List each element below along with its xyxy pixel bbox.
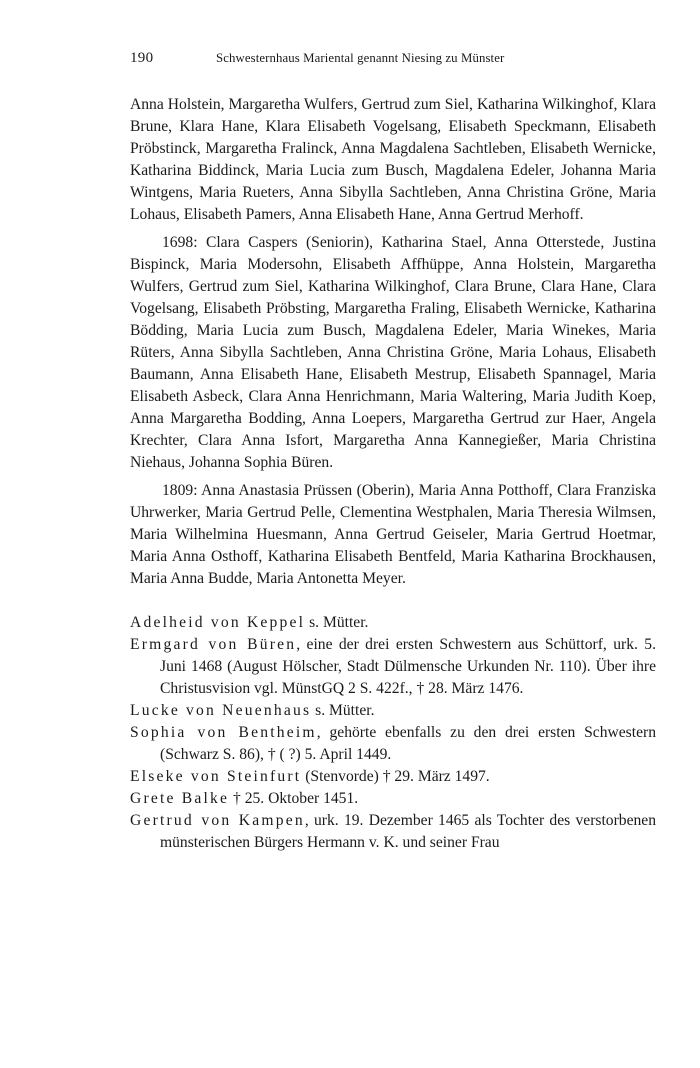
running-head: Schwesternhaus Mariental genannt Niesing zu Münster [216, 51, 505, 65]
entry-name: Sophia von Bentheim [130, 724, 317, 741]
entry-text: , urk. 19. Dezember 1465 als Tochter des verstorbenen münsterischen Bürgers Hermann v. K. und seiner Frau [160, 812, 657, 851]
paragraph-name-list: Anna Holstein, Margaretha Wulfers, Gertrud zum Siel, Katharina Wilkinghof, Klara Brune, Klara Hane, Klara Elisabeth Vogelsang, Elisabeth Speckmann, Elisabeth Pröbstinck, Margaretha Fralinck, Anna Magdalena Sachtleben, Elisabeth Wernicke, Katharina Biddinck, Maria Lucia zum Busch, Magdalena Edeler, Johanna Maria Wintgens, Maria Rueters, Anna Sibylla Sachtleben, Anna Christina Gröne, Maria Lohaus, Elisabeth Pamers, Anna Elisabeth Hane, Anna Gertrud Merhoff. [130, 96, 656, 223]
entry-name: Lucke von Neuenhaus [130, 702, 312, 719]
entry-gertrud [130, 810, 656, 854]
entry-text: , gehörte ebenfalls zu den drei ersten Schwestern (Schwarz S. 86), † ( ?) 5. April 1449. [160, 724, 656, 763]
entry-lucke [130, 700, 656, 722]
entry-sophia [130, 722, 656, 766]
entry-text: s. Mütter. [305, 614, 369, 631]
entry-text: (Stenvorde) † 29. März 1497. [301, 768, 490, 785]
entry-text: s. Mütter. [311, 702, 375, 719]
entry-text: † 25. Oktober 1451. [229, 790, 359, 807]
entry-text: , eine der drei ersten Schwestern aus Schüttorf, urk. 5. Juni 1468 (August Hölscher, Stadt Dülmensche Urkunden Nr. 110). Über ihre Christusvision vgl. MünstGQ 2 S. 422f., † 28. März 1476. [160, 636, 656, 697]
page-number: 190 [130, 50, 154, 66]
entry-adelheid [130, 612, 656, 634]
entry-ermgard [130, 634, 656, 700]
entry-name: Grete Balke [130, 790, 230, 807]
document-page [130, 50, 656, 854]
entry-name: Ermgard von Büren [130, 636, 297, 653]
paragraph-1809: 1809: Anna Anastasia Prüssen (Oberin), Maria Anna Potthoff, Clara Franziska Uhrwerker, Maria Gertrud Pelle, Clementina Westphalen, Maria Theresia Wilmsen, Maria Wilhelmina Huesmann, Anna Gertrud Geiseler, Maria Gertrud Hoetmar, Maria Anna Osthoff, Katharina Elisabeth Bentfeld, Maria Katharina Brockhausen, Maria Anna Budde, Maria Antonetta Meyer. [130, 482, 656, 587]
entry-name: Gertrud von Kampen [130, 812, 305, 829]
section-gap [130, 590, 656, 612]
paragraph-1698: 1698: Clara Caspers (Seniorin), Katharina Stael, Anna Otterstede, Justina Bispinck, Maria Modersohn, Elisabeth Affhüppe, Anna Holstein, Margaretha Wulfers, Gertrud zum Siel, Katharina Wilkinghof, Clara Brune, Clara Hane, Clara Vogelsang, Elisabeth Pröbsting, Margaretha Fraling, Elisabeth Wernicke, Katharina Bödding, Maria Lucia zum Busch, Magdalena Edeler, Maria Winekes, Maria Rüters, Anna Sibylla Sachtleben, Anna Christina Gröne, Maria Lohaus, Elisabeth Baumann, Anna Elisabeth Hane, Elisabeth Mestrup, Elisabeth Spannagel, Maria Elisabeth Asbeck, Clara Anna Henrichmann, Maria Waltering, Maria Judith Koep, Anna Margaretha Bodding, Anna Loepers, Margaretha Gertrud zur Haer, Angela Krechter, Clara Anna Isfort, Margaretha Anna Kannegießer, Maria Christina Niehaus, Johanna Sophia Büren. [130, 234, 656, 471]
entry-grete [130, 788, 656, 810]
entry-elseke [130, 766, 656, 788]
entry-name: Adelheid von Keppel [130, 614, 306, 631]
page-header [130, 50, 656, 72]
entry-name: Elseke von Steinfurt [130, 768, 302, 785]
